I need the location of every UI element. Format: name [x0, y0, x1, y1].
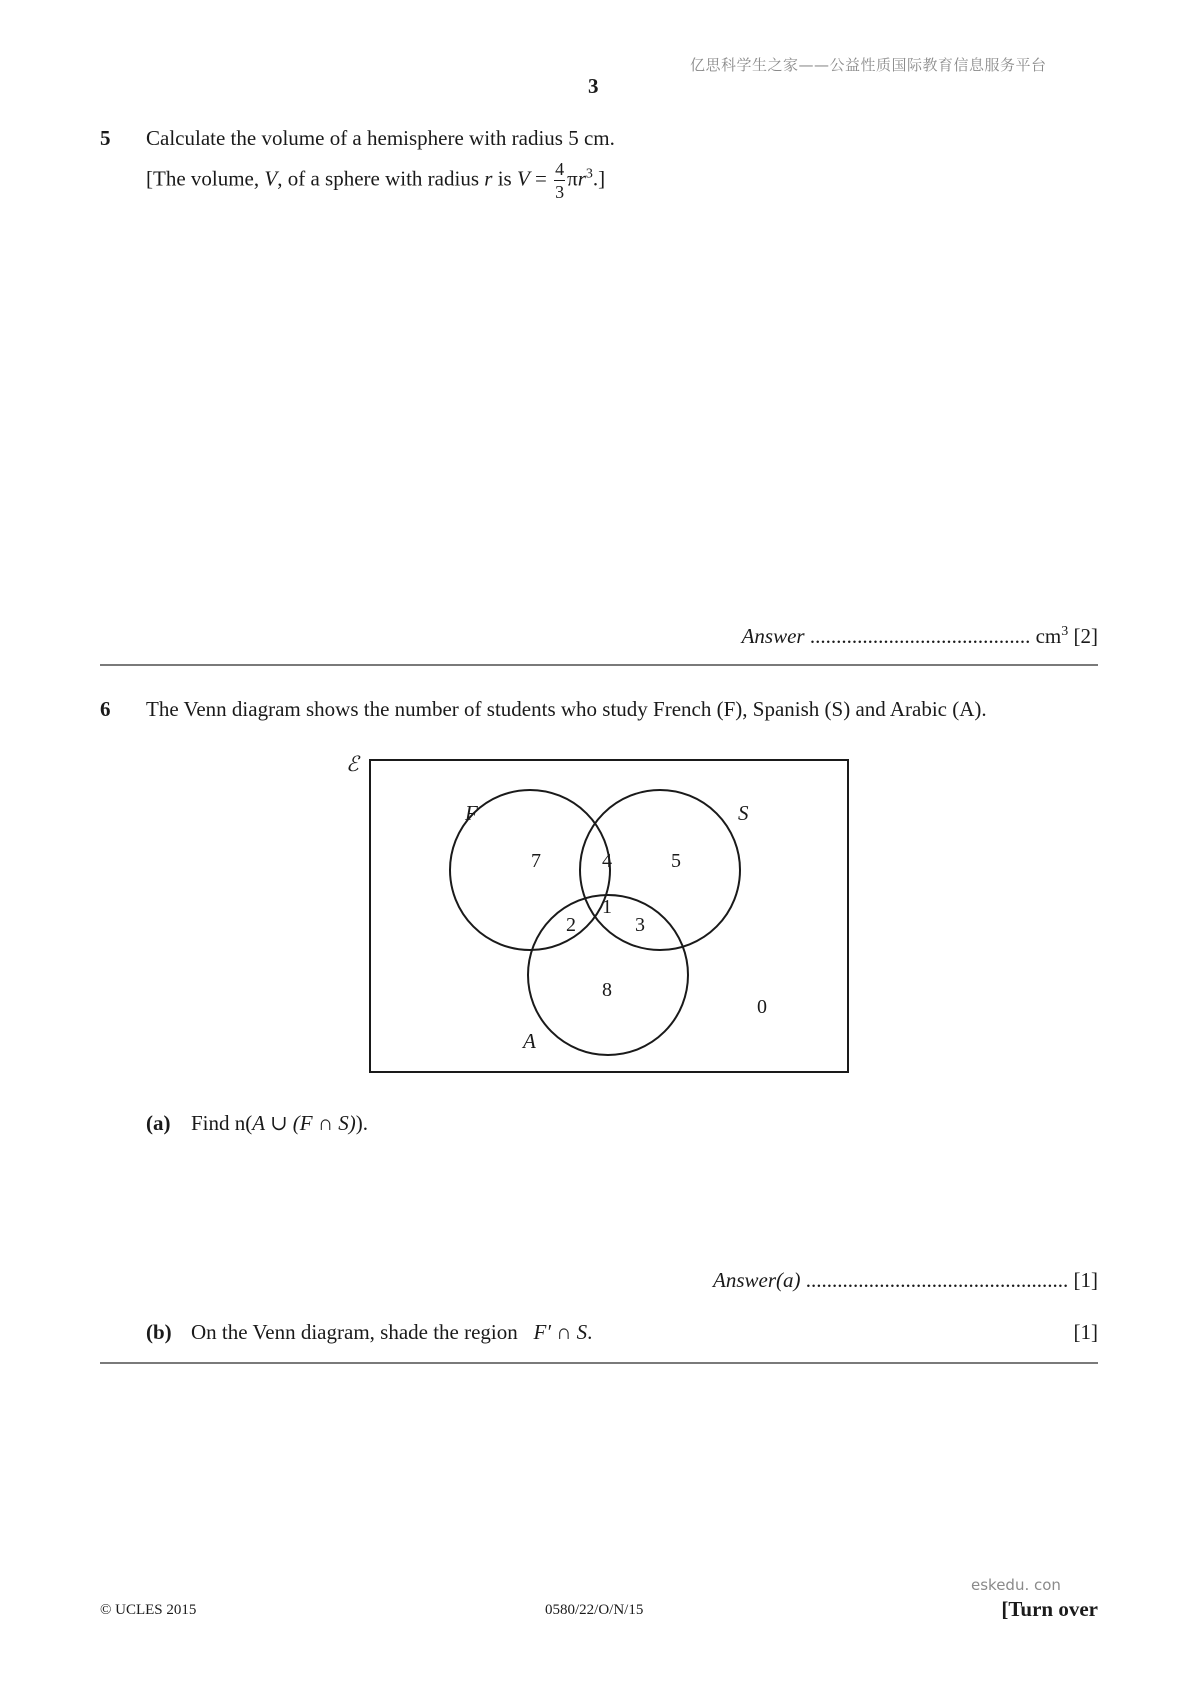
answer-label: Answer — [741, 624, 805, 648]
formula-var-r2: r — [577, 166, 586, 191]
venn-label-s: S — [738, 801, 749, 825]
venn-label-a: A — [523, 1029, 536, 1053]
part-b-expression: F′ ∩ S — [533, 1320, 588, 1344]
fraction-denominator: 3 — [555, 182, 565, 202]
question-5-text: Calculate the volume of a hemisphere with radius 5 cm. — [146, 126, 615, 150]
question-6-text: The Venn diagram shows the number of students who study French (F), Spanish (S) and Arabic (A). — [146, 697, 987, 721]
part-b-text — [191, 1320, 592, 1345]
formula-exponent: 3 — [585, 166, 593, 182]
section-divider-bottom — [100, 1362, 1098, 1364]
answer-dots[interactable]: .......................................... — [804, 624, 1031, 648]
part-a-answer-dots[interactable]: .................................................. — [800, 1268, 1069, 1292]
formula-fraction — [554, 160, 565, 201]
formula-var-r: r — [484, 166, 493, 191]
formula-var-v2: V — [516, 166, 530, 191]
venn-region-a-only: 8 — [602, 979, 612, 1001]
venn-region-s-a: 3 — [635, 914, 645, 936]
venn-region-f-a: 2 — [566, 914, 576, 936]
question-5-number: 5 — [100, 126, 111, 150]
turn-over: [Turn over — [1001, 1597, 1098, 1621]
venn-universal-symbol: ℰ — [346, 752, 359, 776]
part-a-answer-label: Answer(a) — [713, 1268, 801, 1292]
part-b-end: . — [587, 1320, 593, 1344]
part-a-find: Find n( — [191, 1111, 253, 1135]
formula-pi: π — [567, 166, 578, 191]
footer-copyright: © UCLES 2015 — [100, 1602, 197, 1618]
part-a-text — [191, 1111, 368, 1136]
footer-watermark: eskedu. con — [971, 1576, 1061, 1594]
part-b-instruction: On the Venn diagram, shade the region — [191, 1320, 518, 1344]
part-a-label: (a) — [146, 1111, 171, 1135]
venn-region-f-only: 7 — [531, 850, 541, 872]
section-divider — [100, 664, 1098, 666]
question-5-formula — [146, 160, 605, 201]
venn-diagram[interactable] — [330, 750, 860, 1080]
part-b-label: (b) — [146, 1320, 172, 1344]
part-b-marks: [1] — [1073, 1320, 1098, 1344]
answer-marks: [2] — [1068, 624, 1098, 648]
venn-region-f-s: 4 — [602, 850, 612, 872]
part-a-marks: [1] — [1068, 1268, 1098, 1292]
venn-region-f-s-a: 1 — [602, 896, 612, 918]
fraction-numerator: 4 — [555, 159, 565, 179]
part-a-answer-line — [713, 1268, 1098, 1293]
formula-suffix: .] — [592, 166, 606, 191]
venn-region-outside: 0 — [757, 996, 767, 1018]
venn-circle-a[interactable] — [528, 895, 688, 1055]
formula-var-v: V — [264, 166, 278, 191]
formula-equals: = — [529, 166, 553, 191]
page-number: 3 — [588, 74, 599, 98]
question-6-number: 6 — [100, 697, 111, 721]
formula-prefix: [The volume, — [146, 166, 265, 191]
venn-region-s-only: 5 — [671, 850, 681, 872]
venn-label-f: F — [465, 801, 478, 825]
formula-is: is — [492, 166, 517, 191]
header-watermark: 亿思科学生之家——公益性质国际教育信息服务平台 — [690, 56, 1047, 74]
part-a-expression: A ∪ (F ∩ S) — [252, 1111, 356, 1135]
answer-unit: cm — [1030, 624, 1062, 648]
part-a-end: ). — [355, 1111, 369, 1135]
question-5-answer-line — [742, 624, 1098, 649]
formula-middle: , of a sphere with radius — [277, 166, 485, 191]
answer-unit-exponent: 3 — [1061, 624, 1069, 639]
footer-paper-code: 0580/22/O/N/15 — [545, 1602, 644, 1618]
